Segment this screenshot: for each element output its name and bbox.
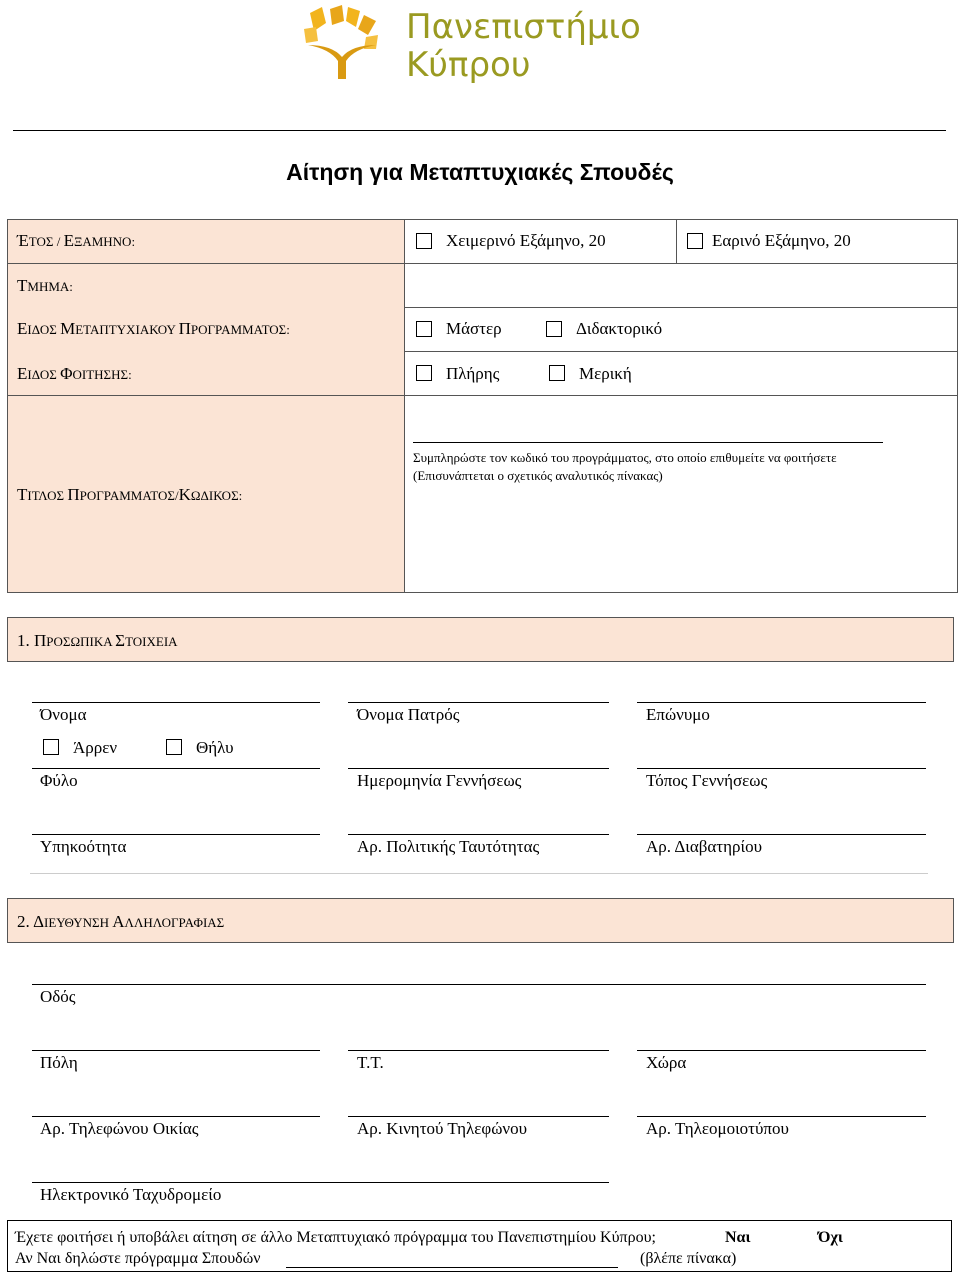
program-code-input-line[interactable] — [413, 442, 883, 443]
program-type-label: ΕΙΔΟΣ ΜΕΤΑΠΤΥΧΙΑΚΟΥ ΠΡΟΓΡΑΜΜΑΤΟΣ: — [17, 319, 290, 338]
city-input[interactable] — [32, 1050, 320, 1051]
birth-place-label: Τόπος Γεννήσεως — [646, 771, 768, 790]
study-program-input[interactable] — [286, 1267, 618, 1268]
surname-label: Επώνυμο — [646, 705, 710, 724]
fax-input[interactable] — [637, 1116, 926, 1117]
full-time-label: Πλήρης — [446, 364, 500, 383]
winter-semester-label: Χειμερινό Εξάμηνο, 20 — [446, 231, 606, 250]
tree-logo-icon — [300, 5, 382, 81]
street-input[interactable] — [32, 984, 926, 985]
phd-checkbox[interactable] — [546, 321, 562, 337]
cell-divider — [676, 220, 677, 263]
spring-semester-label: Εαρινό Εξάμηνο, 20 — [712, 231, 851, 250]
gender-line — [32, 768, 320, 769]
row-divider — [8, 263, 957, 264]
female-checkbox[interactable] — [166, 739, 182, 755]
postcode-input[interactable] — [348, 1050, 609, 1051]
fax-label: Αρ. Τηλεομοιοτύπου — [646, 1119, 789, 1138]
master-checkbox[interactable] — [416, 321, 432, 337]
year-semester-label: ΈΤΟΣ / ΕΞΑΜΗΝΟ: — [17, 231, 136, 250]
section-divider — [30, 873, 928, 874]
master-label: Μάστερ — [446, 319, 502, 338]
spring-semester-checkbox[interactable] — [687, 233, 703, 249]
postcode-label: Τ.Τ. — [357, 1053, 384, 1072]
row-divider — [404, 351, 957, 352]
header-rule — [13, 130, 946, 131]
yes-option[interactable]: Ναι — [725, 1229, 751, 1246]
no-option[interactable]: Όχι — [818, 1229, 843, 1246]
if-yes-label: Αν Ναι δηλώστε πρόγραμμα Σπουδών — [15, 1250, 261, 1267]
citizenship-label: Υπηκοότητα — [40, 837, 127, 856]
passport-label: Αρ. Διαβατηρίου — [646, 837, 762, 856]
address-heading: 2. ΔΙΕΥΘΥΝΣΗ ΑΛΛΗΛΟΓΡΑΦΙΑΣ — [17, 912, 225, 931]
home-phone-input[interactable] — [32, 1116, 320, 1117]
program-code-note-2: (Επισυνάπτεται ο σχετικός αναλυτικός πίνακας) — [413, 468, 663, 483]
male-checkbox[interactable] — [43, 739, 59, 755]
university-logo — [300, 5, 660, 85]
winter-semester-checkbox[interactable] — [416, 233, 432, 249]
part-time-label: Μερική — [579, 364, 632, 383]
male-label: Άρρεν — [73, 738, 118, 757]
row-divider — [404, 307, 957, 308]
id-number-label: Αρ. Πολιτικής Ταυτότητας — [357, 837, 540, 856]
country-label: Χώρα — [646, 1053, 687, 1072]
birth-date-label: Ημερομηνία Γεννήσεως — [357, 771, 522, 790]
program-info-table — [7, 219, 958, 593]
program-code-note-1: Συμπληρώστε τον κωδικό του προγράμματος, στο οποίο επιθυμείτε να φοιτήσετε — [413, 450, 837, 465]
study-type-label: ΕΙΔΟΣ ΦΟΙΤΗΣΗΣ: — [17, 364, 132, 383]
citizenship-input[interactable] — [32, 834, 320, 835]
father-name-label: Όνομα Πατρός — [357, 705, 460, 724]
gender-label: Φύλο — [40, 771, 78, 790]
home-phone-label: Αρ. Τηλεφώνου Οικίας — [40, 1119, 199, 1138]
birth-date-input[interactable] — [348, 768, 609, 769]
mobile-label: Αρ. Κινητού Τηλεφώνου — [357, 1119, 528, 1138]
program-title-label: ΤΙΤΛΟΣ ΠΡΟΓΡΑΜΜΑΤΟΣ/ΚΩΔΙΚΟΣ: — [17, 485, 243, 504]
logo-line-1: Πανεπιστήμιο — [406, 7, 641, 47]
page-title: Αίτηση για Μεταπτυχιακές Σπουδές — [286, 159, 674, 185]
surname-input[interactable] — [637, 702, 926, 703]
personal-details-heading: 1. ΠΡΟΣΩΠΙΚΑ ΣΤΟΙΧΕΙΑ — [17, 631, 178, 650]
phd-label: Διδακτορικό — [576, 319, 663, 338]
father-name-input[interactable] — [348, 702, 609, 703]
passport-input[interactable] — [637, 834, 926, 835]
birth-place-input[interactable] — [637, 768, 926, 769]
part-time-checkbox[interactable] — [549, 365, 565, 381]
see-table-note: (βλέπε πίνακα) — [640, 1250, 737, 1267]
id-number-input[interactable] — [348, 834, 609, 835]
female-label: Θήλυ — [196, 738, 234, 757]
email-input[interactable] — [32, 1182, 609, 1183]
previous-application-question: Έχετε φοιτήσει ή υποβάλει αίτηση σε άλλο Μεταπτυχιακό πρόγραμμα του Πανεπιστημίου Κύπρου; — [15, 1229, 656, 1246]
street-label: Οδός — [40, 987, 76, 1006]
first-name-input[interactable] — [32, 702, 320, 703]
row-divider — [8, 395, 957, 396]
department-label: ΤΜΗΜΑ: — [17, 276, 73, 295]
logo-line-2: Κύπρου — [406, 45, 531, 85]
mobile-input[interactable] — [348, 1116, 609, 1117]
first-name-label: Όνομα — [40, 705, 87, 724]
email-label: Ηλεκτρονικό Ταχυδρομείο — [40, 1185, 222, 1204]
full-time-checkbox[interactable] — [416, 365, 432, 381]
city-label: Πόλη — [40, 1053, 78, 1072]
country-input[interactable] — [637, 1050, 926, 1051]
